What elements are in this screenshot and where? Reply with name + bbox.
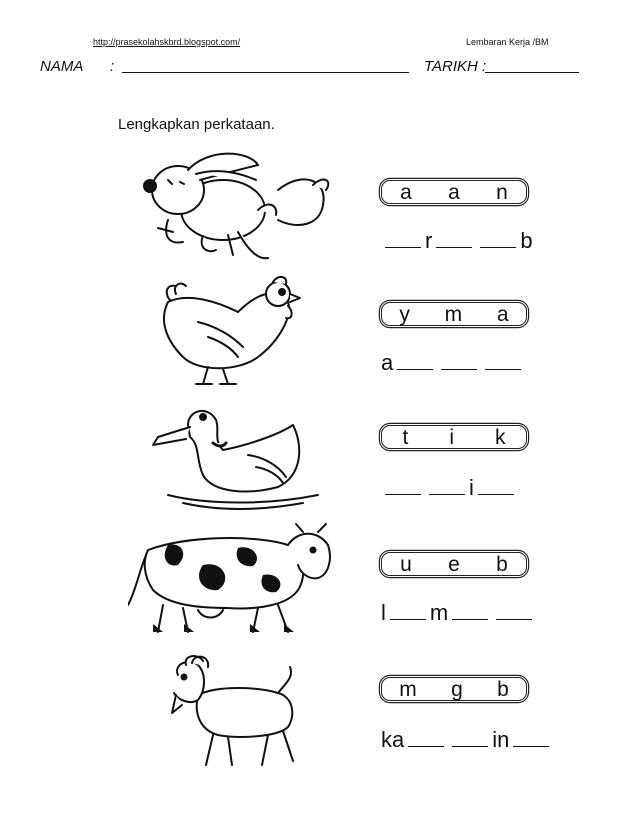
answer-letters: i <box>469 475 474 500</box>
word-answer <box>381 600 536 626</box>
answer-letters: b <box>520 228 533 253</box>
exercise-row <box>0 655 638 775</box>
answer-blank[interactable] <box>385 247 421 248</box>
answer-blank[interactable] <box>385 494 421 495</box>
chicken-illustration <box>128 272 348 390</box>
date-field-line[interactable] <box>485 72 579 73</box>
word-answer <box>381 228 533 254</box>
answer-blank[interactable] <box>478 494 514 495</box>
letter-tile: a <box>496 302 509 326</box>
letter-tile: t <box>402 425 409 449</box>
name-field-line[interactable] <box>122 72 409 73</box>
exercise-row <box>0 520 638 640</box>
instruction-title: Lengkapkan perkataan. <box>118 116 275 133</box>
answer-letters: l <box>381 600 386 625</box>
name-date-row <box>40 58 600 80</box>
name-label: NAMA <box>40 58 84 75</box>
answer-blank[interactable] <box>513 746 549 747</box>
goat-illustration <box>128 655 348 773</box>
exercise-row <box>0 395 638 515</box>
answer-letters: in <box>492 727 510 752</box>
answer-blank[interactable] <box>452 746 488 747</box>
answer-blank[interactable] <box>429 494 465 495</box>
answer-letters: r <box>425 228 433 253</box>
answer-letters: m <box>429 600 449 625</box>
answer-blank[interactable] <box>480 247 516 248</box>
answer-blank[interactable] <box>408 746 444 747</box>
duck-illustration <box>128 395 348 513</box>
letter-tile: m <box>399 677 417 701</box>
date-label: TARIKH : <box>424 58 487 75</box>
letter-tile: m <box>444 302 463 326</box>
letter-tile: y <box>399 302 410 326</box>
exercise-row <box>0 150 638 270</box>
answer-blank[interactable] <box>441 369 477 370</box>
word-answer <box>381 475 518 501</box>
letter-tile: a <box>400 180 412 204</box>
answer-blank[interactable] <box>397 369 433 370</box>
worksheet-reference: Lembaran Kerja /BM <box>466 37 549 47</box>
word-answer <box>381 350 525 376</box>
scrambled-letters-box <box>381 552 527 576</box>
answer-letters: a <box>381 350 394 375</box>
letter-tile: b <box>496 552 508 576</box>
cow-illustration <box>128 520 348 638</box>
letter-tile: e <box>448 552 460 576</box>
letter-tile: u <box>400 552 412 576</box>
exercise-row <box>0 272 638 392</box>
letter-tile: i <box>449 425 454 449</box>
answer-blank[interactable] <box>496 619 532 620</box>
letter-tile: g <box>451 677 463 701</box>
scrambled-letters-box <box>381 302 527 326</box>
scrambled-letters-box <box>381 180 527 204</box>
answer-blank[interactable] <box>390 619 426 620</box>
word-answer <box>381 727 553 753</box>
rabbit-illustration <box>128 150 348 268</box>
answer-blank[interactable] <box>485 369 521 370</box>
scrambled-letters-box <box>381 425 527 449</box>
name-colon: : <box>110 58 115 75</box>
letter-tile: a <box>448 180 460 204</box>
answer-blank[interactable] <box>452 619 488 620</box>
answer-letters: ka <box>381 727 405 752</box>
answer-blank[interactable] <box>436 247 472 248</box>
letter-tile: k <box>494 425 506 449</box>
source-url[interactable]: http://prasekolahskbrd.blogspot.com/ <box>93 37 241 47</box>
scrambled-letters-box <box>381 677 527 701</box>
letter-tile: b <box>497 677 509 701</box>
letter-tile: n <box>496 180 508 204</box>
